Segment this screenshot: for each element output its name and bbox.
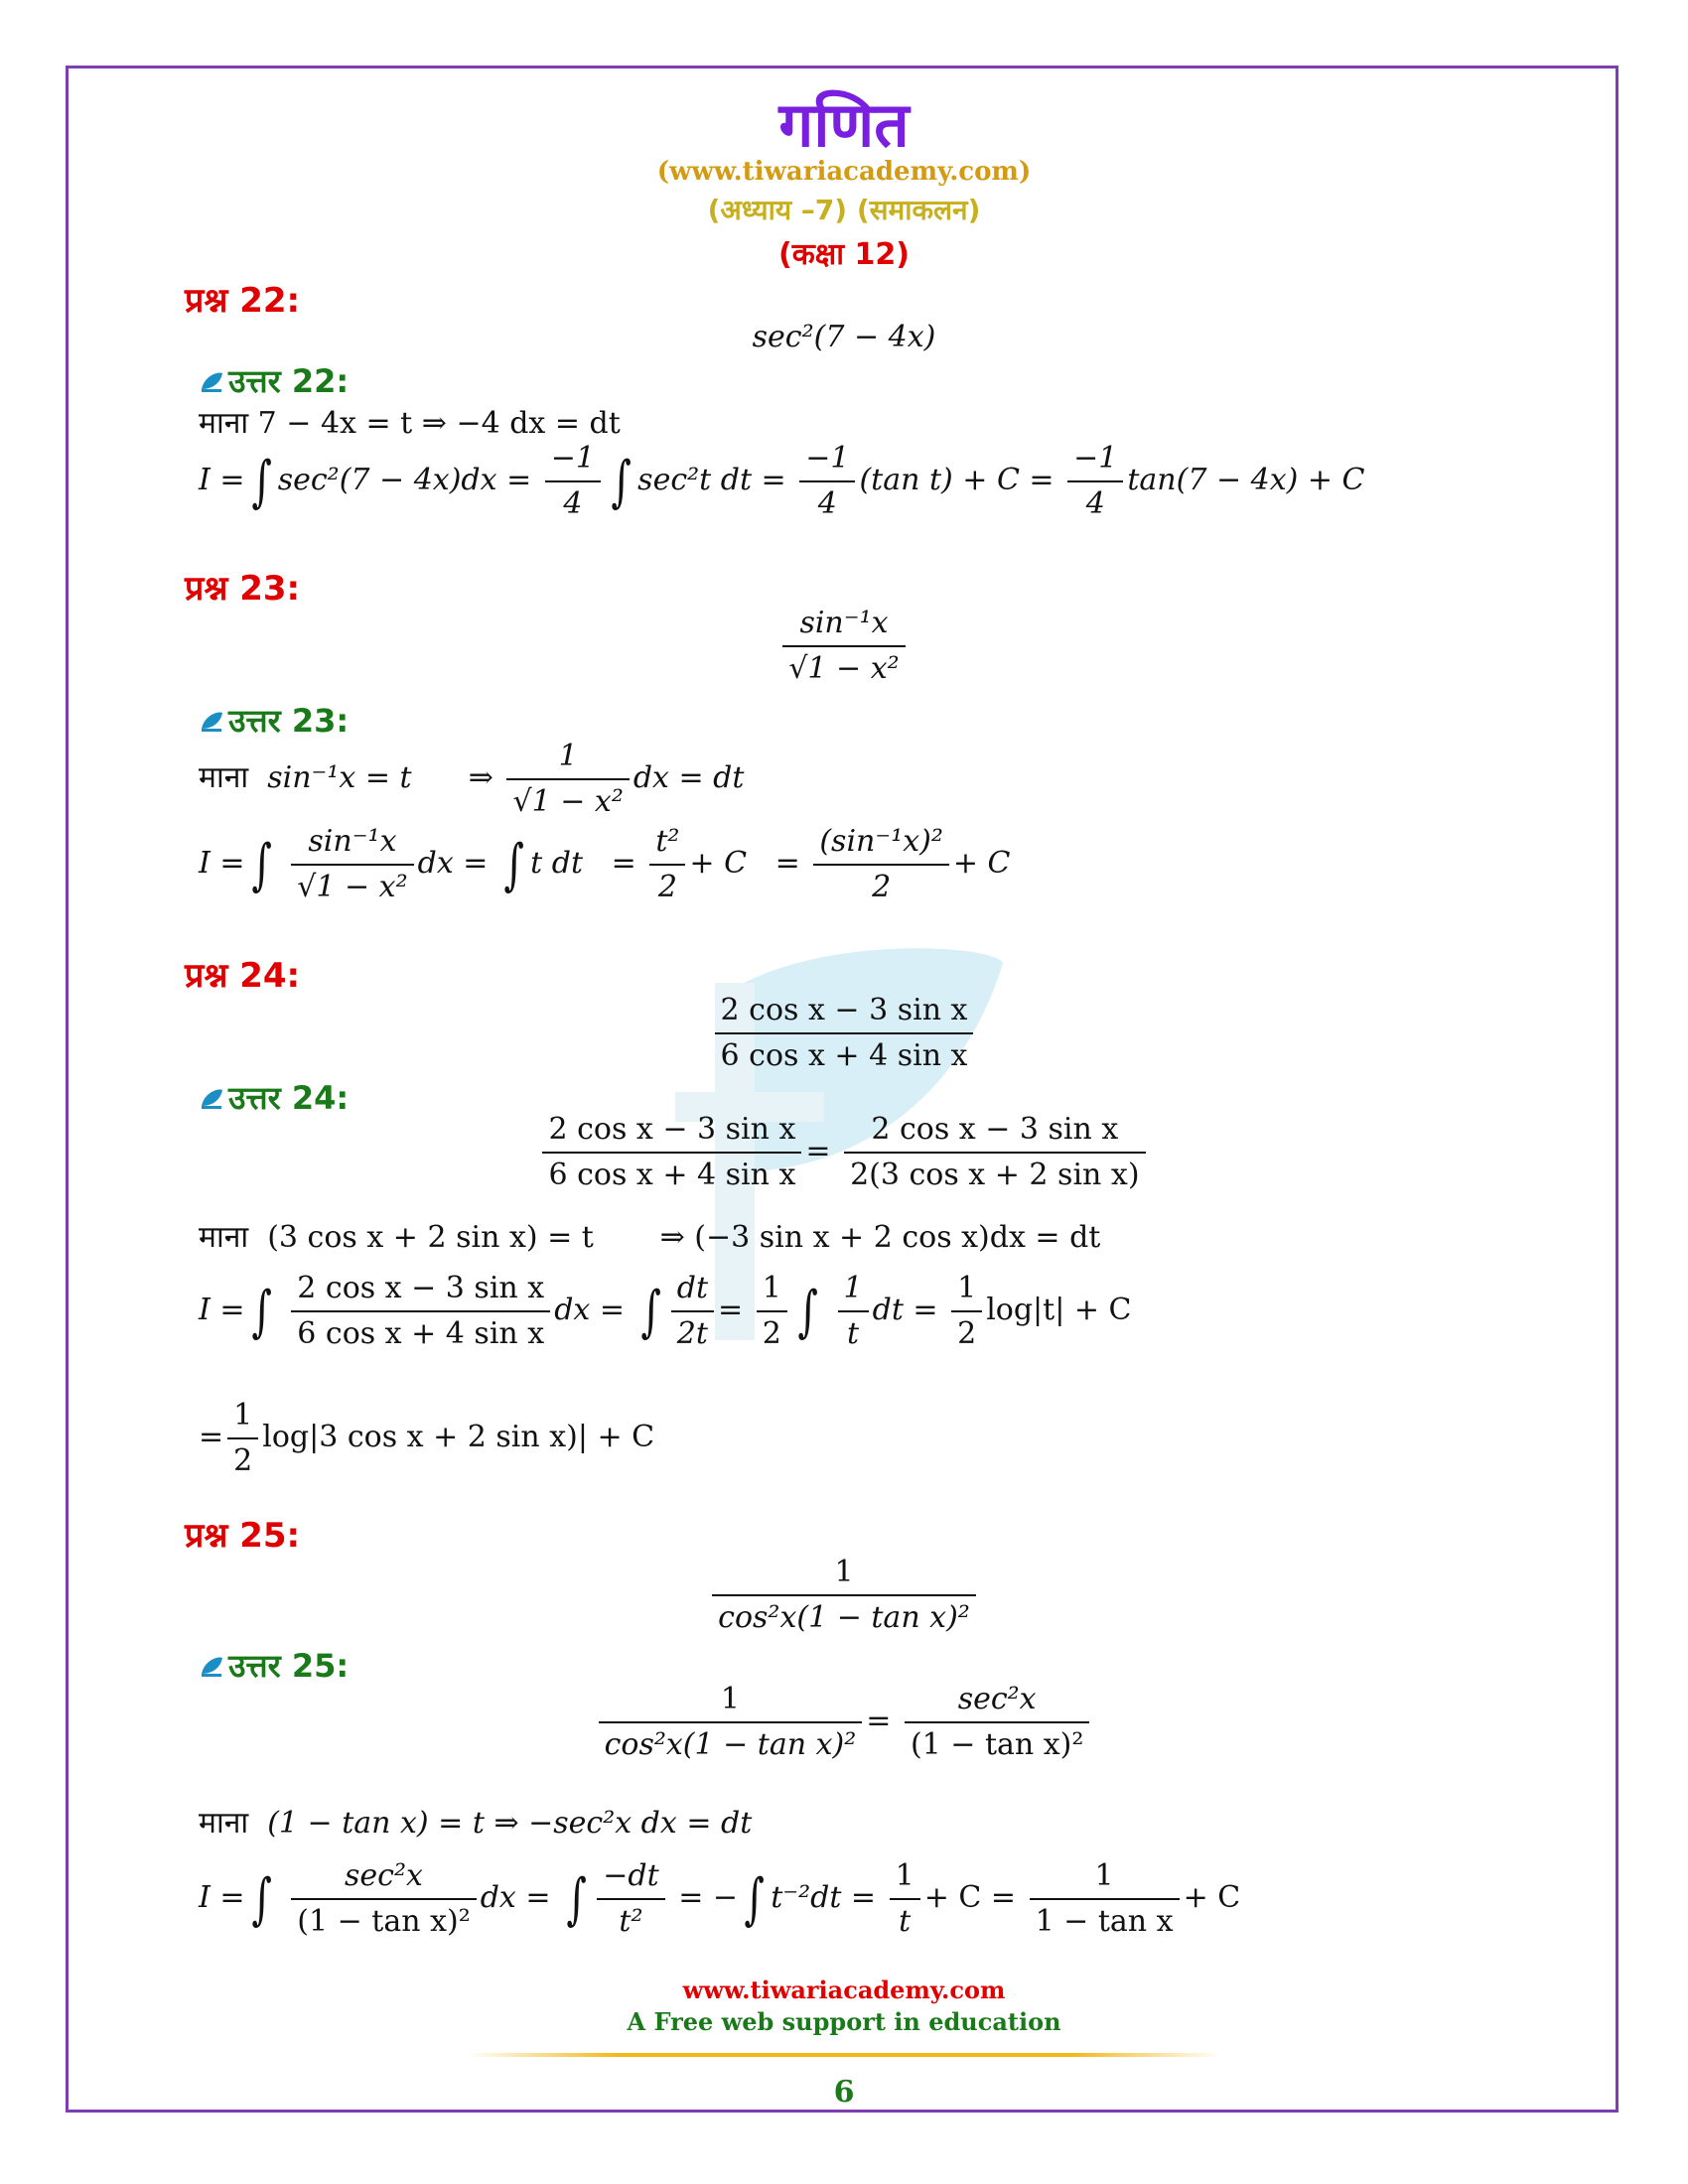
question-23-expr: $\frac{\text{sin⁻¹x}}{\text{√1 − x²}}$ xyxy=(0,602,1688,691)
class-heading: (कक्षा 12) xyxy=(778,237,910,272)
answer-25-integral: I = ∫ $\frac{\text{sec²x}}{\text{(1 − tan x)²}}$ dx = ∫ $\frac{-dt}{\text{t²}}$ = − ∫ t⁻²dt = $\frac{1}{t}$ + C = $\frac{1}{\text{1 − tan x}}$ + C xyxy=(199,1854,1240,1944)
answer-25-rewrite: $\frac{1}{\text{cos²x(1 − tan x)²}}$ = $\frac{\text{sec²x}}{\text{(1 − tan x)²}}$ xyxy=(0,1678,1688,1767)
question-25-expr: $\frac{1}{\text{cos²x(1 − tan x)²}}$ xyxy=(0,1551,1688,1640)
answer-23-label: उत्तर 23: xyxy=(199,699,349,742)
answer-22-substitution: माना 7 − 4x = t ⇒ −4 dx = dt xyxy=(199,406,621,441)
answer-24-rewrite: $\frac{\text{2 cos x − 3 sin x}}{\text{6 cos x + 4 sin x}}$ = $\frac{\text{2 cos x − 3 sin x}}{\text{2(3 cos x + 2 sin x)}}$ xyxy=(0,1108,1688,1197)
answer-24-label: उत्तर 24: xyxy=(199,1076,349,1119)
question-24-label: प्रश्न 24: xyxy=(185,956,301,996)
answer-22-integral: I = ∫ sec²(7 − 4x)dx = $\frac{-1}{4}$ ∫ sec²t dt = $\frac{-1}{4}$ (tan t) + C = $\frac{-1}{4}$ tan(7 − 4x) + C xyxy=(199,437,1365,526)
answer-22-label: उत्तर 22: xyxy=(199,359,349,402)
question-22-label: प्रश्न 22: xyxy=(185,281,301,321)
tiwari-logo-icon xyxy=(199,1650,224,1676)
answer-25-label: उत्तर 25: xyxy=(199,1644,349,1687)
header-site: (www.tiwariacademy.com) xyxy=(656,157,1032,187)
question-23-label: प्रश्न 23: xyxy=(185,569,301,609)
tiwari-logo-icon xyxy=(199,365,224,391)
answer-24-final: = $\frac{1}{2}$ log|3 cos x + 2 sin x)| + C xyxy=(199,1394,654,1483)
question-24-expr: $\frac{\text{2 cos x − 3 sin x}}{\text{6 cos x + 4 sin x}}$ xyxy=(0,989,1688,1078)
footer-site-link[interactable]: www.tiwariacademy.com xyxy=(682,1976,1006,2004)
footer-divider xyxy=(467,2053,1221,2057)
question-25-label: प्रश्न 25: xyxy=(185,1516,301,1556)
answer-25-substitution: माना (1 − tan x) = t ⇒ −sec²x dx = dt xyxy=(199,1806,753,1841)
page-title: गणित xyxy=(778,88,910,161)
chapter-heading: (अध्याय –7) (समाकलन) xyxy=(707,194,981,226)
tiwari-logo-icon xyxy=(199,705,224,731)
answer-23-substitution: माना sin⁻¹x = t ⇒ $\frac{1}{\text{√1 − x²}}$ dx = dt xyxy=(199,735,744,824)
answer-24-integral: I = ∫ $\frac{\text{2 cos x − 3 sin x}}{\text{6 cos x + 4 sin x}}$ dx = ∫ $\frac{dt}{2t}$ = $\frac{1}{2}$ ∫ $\frac{1}{t}$ dt = $\frac{1}{2}$ log|t| + C xyxy=(199,1267,1131,1356)
question-22-expr: sec²(7 − 4x) xyxy=(752,320,936,354)
page-number: 6 xyxy=(833,2075,855,2110)
tiwari-logo-icon xyxy=(199,1082,224,1108)
footer-tagline: A Free web support in education xyxy=(627,2007,1061,2036)
answer-24-substitution: माना (3 cos x + 2 sin x) = t ⇒ (−3 sin x + 2 cos x)dx = dt xyxy=(199,1220,1101,1255)
answer-23-integral: I = ∫ $\frac{\text{sin⁻¹x}}{\text{√1 − x²}}$ dx = ∫ t dt = $\frac{\text{t²}}{2}$ + C = $\frac{\text{(sin⁻¹x)²}}{2}$ + C xyxy=(199,820,1011,909)
